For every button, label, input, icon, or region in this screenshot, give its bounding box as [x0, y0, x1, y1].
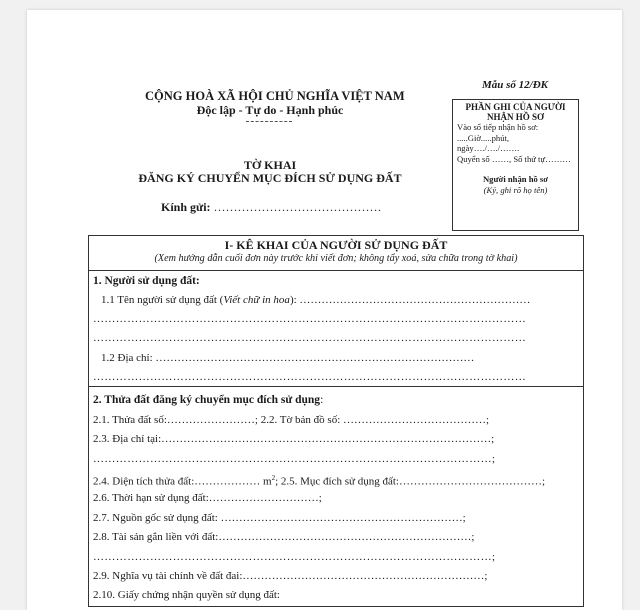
document-page — [27, 10, 622, 610]
dotted-line-3: …………………………………………………………………………………………………… — [93, 371, 527, 383]
parcel-assets-line: 2.8. Tài sản gắn liền với đất:……………………………………………………………; — [93, 531, 475, 543]
recipient-label: Kính gửi: — [161, 200, 211, 214]
document-subtitle: ĐĂNG KÝ CHUYỂN MỤC ĐÍCH SỬ DỤNG ĐẤT — [138, 171, 402, 185]
dotted-line-2: …………………………………………………………………………………………………… — [93, 332, 527, 344]
parcel-area-line — [93, 472, 545, 489]
land-user-heading: 1. Người sử dụng đất: — [93, 275, 200, 287]
receiver-time: .....Giờ.....phút, — [457, 132, 510, 143]
parcel-heading-text: 2. Thửa đất đăng ký chuyển mục đích sử dụng — [93, 394, 321, 406]
receiver-date: ngày…./…./……. — [457, 143, 520, 153]
receiver-book-number: Quyển số ……, Số thứ tự……… — [457, 153, 571, 164]
land-user-name-line — [101, 294, 530, 307]
parcel-heading — [93, 394, 323, 407]
parcel-financial-line: 2.9. Nghĩa vụ tài chính về đất đai:…………………………………………………………; — [93, 570, 488, 582]
land-user-address: 1.2 Địa chỉ: …………………………………………………………………………… — [101, 352, 475, 364]
parcel-purpose: ; 2.5. Mục đích sử dụng đất:…………………………………; — [275, 475, 546, 488]
national-motto: Độc lập - Tự do - Hạnh phúc — [196, 103, 344, 117]
parcel-heading-colon: : — [320, 394, 324, 406]
dotted-line-5: ……………………………………………………………………………………………; — [93, 551, 496, 563]
parcel-address-line: 2.3. Địa chỉ tại:………………………………………………………………………………; — [93, 433, 495, 445]
dotted-line-1: …………………………………………………………………………………………………… — [93, 313, 527, 325]
form-number: Mẫu số 12/ĐK — [482, 79, 549, 91]
receiver-box-title: PHẦN GHI CỦA NGƯỜI NHẬN HỒ SƠ — [465, 102, 566, 122]
land-user-name-hint: Viết chữ in hoa — [223, 294, 290, 306]
section1-title: I- KÊ KHAI CỦA NGƯỜI SỬ DỤNG ĐẤT — [224, 238, 448, 252]
parcel-area-unit-sup: 2 — [271, 474, 276, 482]
national-title: CỘNG HOÀ XÃ HỘI CHỦ NGHĨA VIỆT NAM — [145, 89, 405, 103]
recipient-dots: …………………………………… — [210, 200, 382, 214]
land-user-name-dots: ): ……………………………………………………… — [289, 294, 531, 306]
land-user-name-label: 1.1 Tên người sử dụng đất ( — [101, 294, 224, 306]
parcel-area-label: 2.4. Diện tích thửa đất:……………… m — [93, 475, 272, 488]
document-title: TỜ KHAI — [243, 158, 297, 172]
section1-note: (Xem hướng dẫn cuối đơn này trước khi viết đơn; không tẩy xoá, sửa chữa trong tờ khai) — [154, 253, 518, 264]
section-divider — [89, 386, 583, 387]
receiver-signer: Người nhận hồ sơ — [482, 174, 549, 184]
receiver-signer-note: (Ký, ghi rõ họ tên) — [483, 184, 548, 195]
dotted-line-4: ……………………………………………………………………………………………; — [93, 453, 496, 465]
parcel-duration-line: 2.6. Thời hạn sử dụng đất:…………………………; — [93, 492, 322, 504]
section1-header — [89, 236, 583, 271]
receiver-box — [452, 99, 579, 231]
declaration-box — [88, 235, 584, 607]
motto-underline — [246, 121, 292, 122]
parcel-origin-line: 2.7. Nguồn gốc sử dụng đất: …………………………………………………………; — [93, 512, 466, 524]
parcel-number-line: 2.1. Thửa đất số:……………………; 2.2. Tờ bản đồ số: …………………………………; — [93, 414, 490, 426]
parcel-certificate-line: 2.10. Giấy chứng nhận quyền sử dụng đất: — [93, 589, 280, 601]
receiver-intake-label: Vào sổ tiếp nhận hồ sơ: — [457, 122, 539, 132]
recipient-line — [161, 200, 382, 215]
